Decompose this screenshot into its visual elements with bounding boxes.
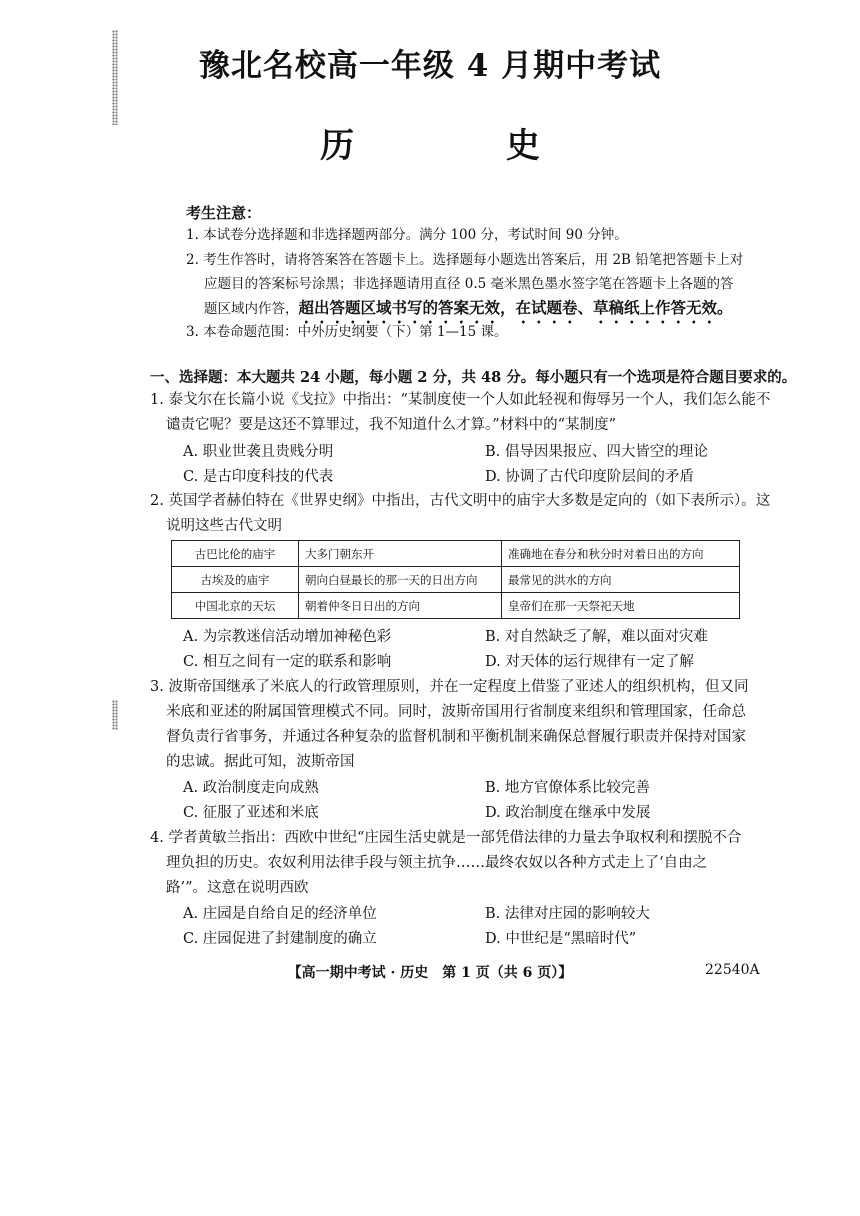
table-cell: 古埃及的庙宇 — [172, 567, 299, 593]
temple-orientation-table — [171, 540, 740, 619]
notice-heading: 考生注意： — [186, 204, 262, 222]
q4-option-a: A. 庄园是自给自足的经济单位 — [183, 906, 377, 922]
table-cell: 最常见的洪水的方向 — [502, 567, 740, 593]
q3-stem-3: 督负责行省事务，并通过各种复杂的监督机制和平衡机制来确保总督履行职责并保持对国家 — [166, 729, 746, 745]
q2-stem-2: 说明这些古代文明 — [166, 518, 282, 534]
q4-option-b: B. 法律对庄园的影响较大 — [485, 906, 650, 922]
q1-stem-1: 1. 泰戈尔在长篇小说《戈拉》中指出：“某制度使一个人如此轻视和侮辱另一个人，我们怎么能不 — [150, 392, 771, 408]
q3-stem-2: 米底和亚述的附属国管理模式不同。同时，波斯帝国用行省制度来组织和管理国家，任命总 — [166, 704, 746, 720]
table-cell: 中国北京的天坛 — [172, 593, 299, 619]
q1-option-d: D. 协调了古代印度阶层间的矛盾 — [485, 469, 694, 485]
binding-margin-dots — [112, 700, 118, 730]
table-row — [172, 541, 740, 567]
paper-code: 22540A — [705, 962, 760, 978]
table-row — [172, 593, 740, 619]
q2-option-b: B. 对自然缺乏了解，难以面对灾难 — [485, 629, 708, 645]
q3-option-b: B. 地方官僚体系比较完善 — [485, 780, 650, 796]
q1-option-c: C. 是古印度科技的代表 — [183, 469, 334, 485]
table-cell: 准确地在春分和秋分时对着日出的方向 — [502, 541, 740, 567]
table-cell: 大多门朝东开 — [299, 541, 502, 567]
exam-title: 豫北名校高一年级 4 月期中考试 — [198, 48, 662, 84]
q3-option-c: C. 征服了亚述和米底 — [183, 805, 319, 821]
table-row — [172, 567, 740, 593]
section-heading: 一、选择题：本大题共 24 小题，每小题 2 分，共 48 分。每小题只有一个选项是符合题目要求的。 — [150, 369, 797, 386]
q2-option-c: C. 相互之间有一定的联系和影响 — [183, 654, 392, 670]
notice-emphasis: 超出答题区域书写的答案无效，在试题卷、草稿纸上作答无效。 — [298, 298, 733, 317]
subject-title: 历 史 — [320, 126, 610, 166]
q2-option-d: D. 对天体的运行规律有一定了解 — [485, 654, 694, 670]
notice-line-4-text: 题区域内作答， — [204, 301, 299, 317]
q1-option-a: A. 职业世袭且贵贱分明 — [183, 444, 334, 460]
table-cell: 古巴比伦的庙宇 — [172, 541, 299, 567]
q4-option-c: C. 庄园促进了封建制度的确立 — [183, 931, 377, 947]
q2-option-a: A. 为宗教迷信活动增加神秘色彩 — [183, 629, 392, 645]
notice-line-3: 应题目的答案标号涂黑；非选择题请用直径 0.5 毫米黑色墨水签字笔在答题卡上各题的答 — [204, 276, 734, 292]
q3-option-a: A. 政治制度走向成熟 — [183, 780, 319, 796]
notice-line-1: 1. 本试卷分选择题和非选择题两部分。满分 100 分，考试时间 90 分钟。 — [186, 227, 628, 243]
q3-stem-4: 的忠诚。据此可知，波斯帝国 — [166, 754, 355, 770]
q4-stem-1: 4. 学者黄敏兰指出：西欧中世纪“庄园生活史就是一部凭借法律的力量去争取权利和摆脱不合 — [150, 830, 742, 846]
q3-option-d: D. 政治制度在继承中发展 — [485, 805, 651, 821]
q4-stem-3: 路’”。这意在说明西欧 — [166, 880, 309, 896]
page-footer: 【高一期中考试 · 历史 第 1 页（共 6 页）】 — [287, 965, 573, 981]
q4-option-d: D. 中世纪是“黑暗时代” — [485, 931, 637, 947]
q1-option-b: B. 倡导因果报应、四大皆空的理论 — [485, 444, 708, 460]
table-cell: 皇帝们在那一天祭祀天地 — [502, 593, 740, 619]
q3-stem-1: 3. 波斯帝国继承了米底人的行政管理原则，并在一定程度上借鉴了亚述人的组织机构，但又同 — [150, 679, 749, 695]
q4-stem-2: 理负担的历史。农奴利用法律手段与领主抗争……最终农奴以各种方式走上了‘自由之 — [166, 855, 708, 871]
q2-stem-1: 2. 英国学者赫伯特在《世界史纲》中指出，古代文明中的庙宇大多数是定向的（如下表所示）。这 — [150, 493, 771, 509]
table-cell: 朝着仲冬日日出的方向 — [299, 593, 502, 619]
notice-line-5: 3. 本卷命题范围：中外历史纲要（下）第 1—15 课。 — [186, 324, 508, 340]
q1-stem-2: 谴责它呢？要是这还不算罪过，我不知道什么才算。”材料中的“某制度” — [166, 417, 616, 433]
table-cell: 朝向白昼最长的那一天的日出方向 — [299, 567, 502, 593]
notice-line-2: 2. 考生作答时，请将答案答在答题卡上。选择题每小题选出答案后，用 2B 铅笔把答题卡上对 — [186, 252, 744, 268]
